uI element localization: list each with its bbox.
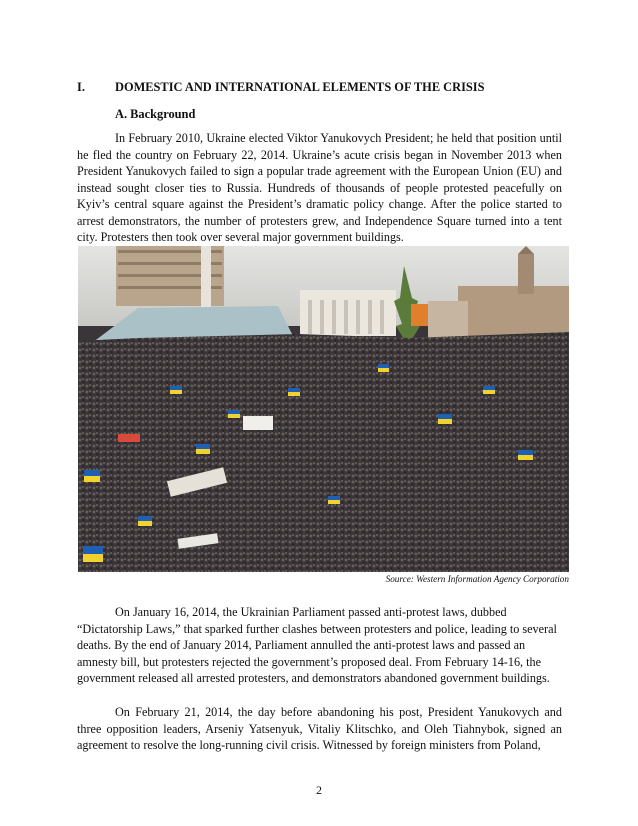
paragraph-background: In February 2010, Ukraine elected Viktor Yanukovych President; he held that position until he fled the country on February 22, 2014. Ukraine’s acute crisis began in November 2013 when President Yanukovych failed to sign a popular trade agreement with the European Union (EU) and instead sought closer ties to Russia. Hundreds of thousands of people protested peacefully on Kyiv’s central square against the President’s dramatic policy change. After the police started to arrest demonstrators, the number of protesters grew, and Independence Square turned into a tent city. Protesters then took over several major government buildings. [77, 131, 562, 244]
paragraph-agreement: On February 21, 2014, the day before abandoning his post, President Yanukovych and three opposition leaders, Arseniy Yatsenyuk, Vitaliy Klitschko, and Oleh Tiahnybok, signed an agreement to resolve the long-running civil crisis. Witnessed by foreign ministers from Poland, [77, 705, 562, 752]
photo-caption: Source: Western Information Agency Corporation [385, 574, 569, 584]
section-number: I. [77, 80, 85, 94]
section-title: DOMESTIC AND INTERNATIONAL ELEMENTS OF THE CRISIS [115, 80, 485, 94]
protest-photo [78, 246, 569, 572]
paragraph-protest-laws: On January 16, 2014, the Ukrainian Parliament passed anti-protest laws, dubbed “Dictatorship Laws,” that sparked further clashes between protesters and police, leading to several deaths. By the end of January 2014, Parliament annulled the anti-protest laws and passed an amnesty bill, but protesters rejected the government’s proposed deal. From February 14-16, the government released all arrested protesters, and demonstrators abandoned government buildings. [77, 605, 557, 685]
page-number: 2 [316, 783, 322, 797]
subsection-title: A. Background [115, 107, 196, 121]
crowd-scene-illustration [78, 246, 569, 572]
